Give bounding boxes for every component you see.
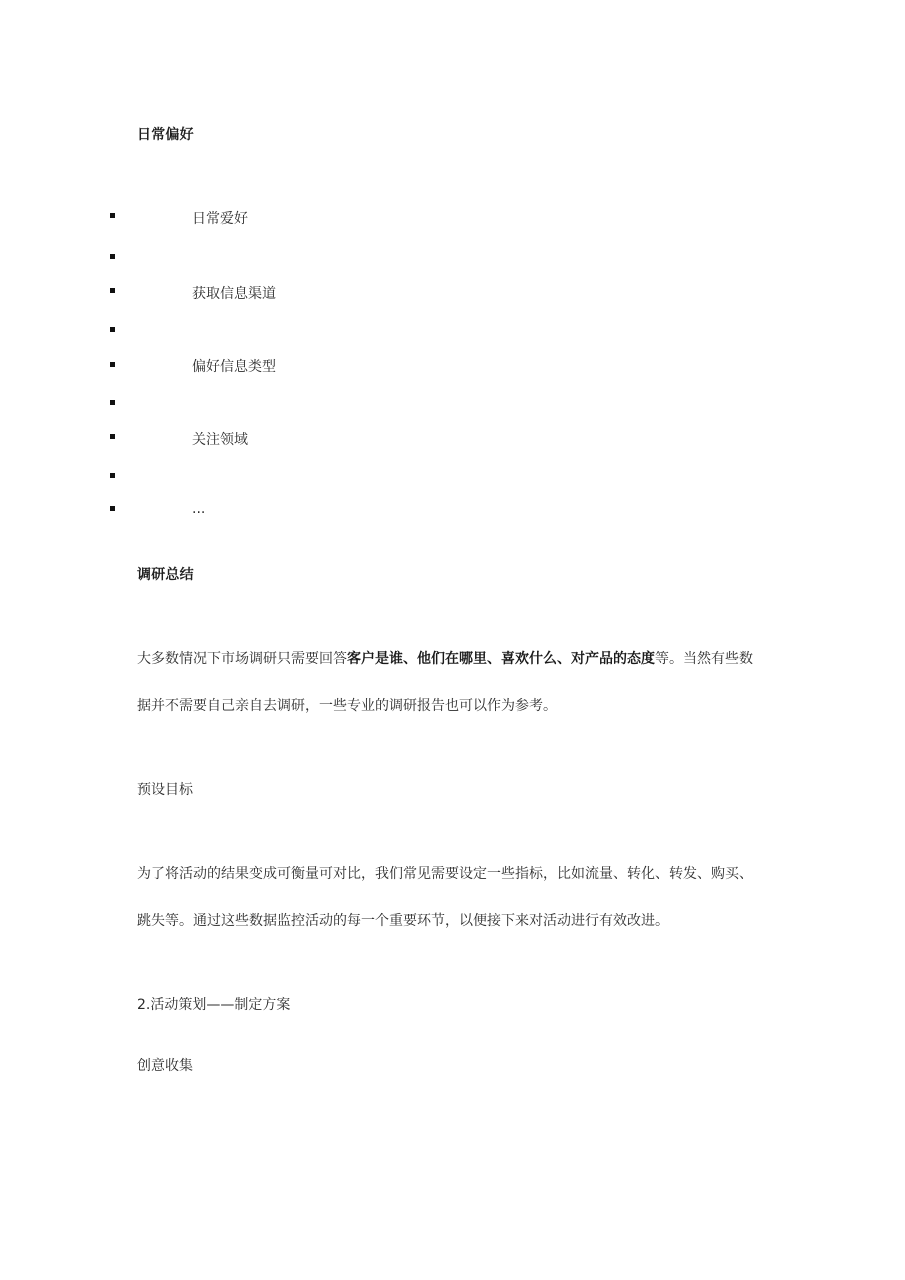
section-title-preferences: 日常偏好 [137, 127, 194, 143]
summary-paragraph-line-2: 据并不需要自己亲自去调研，一些专业的调研报告也可以作为参考。 [137, 698, 557, 714]
goals-paragraph-line-1: 为了将活动的结果变成可衡量可对比，我们常见需要设定一些指标，比如流量、转化、转发、购买、 [137, 866, 753, 882]
bullet-marker [110, 473, 115, 478]
list-item: 获取信息渠道 [192, 286, 276, 302]
bullet-marker [110, 400, 115, 405]
summary-text-suffix: 等。当然有些数 [655, 651, 753, 667]
section-title-goals: 预设目标 [137, 782, 193, 798]
bullet-marker [110, 327, 115, 332]
section-title-planning: 2.活动策划——制定方案 [137, 997, 291, 1013]
list-item: 关注领域 [192, 432, 248, 448]
list-item: ... [192, 501, 206, 517]
bullet-marker [110, 434, 115, 439]
summary-text-prefix: 大多数情况下市场调研只需要回答 [137, 651, 347, 667]
summary-text-emphasis: 客户是谁、他们在哪里、喜欢什么、对产品的态度 [347, 651, 655, 667]
bullet-marker [110, 288, 115, 293]
goals-paragraph-line-2: 跳失等。通过这些数据监控活动的每一个重要环节，以便接下来对活动进行有效改进。 [137, 913, 669, 929]
summary-paragraph-line-1 [137, 648, 753, 668]
section-subtitle-ideas: 创意收集 [137, 1058, 193, 1074]
bullet-marker [110, 506, 115, 511]
bullet-marker [110, 213, 115, 218]
bullet-marker [110, 362, 115, 367]
list-item: 日常爱好 [192, 211, 248, 227]
section-title-summary: 调研总结 [137, 567, 194, 583]
list-item: 偏好信息类型 [192, 359, 276, 375]
bullet-marker [110, 254, 115, 259]
